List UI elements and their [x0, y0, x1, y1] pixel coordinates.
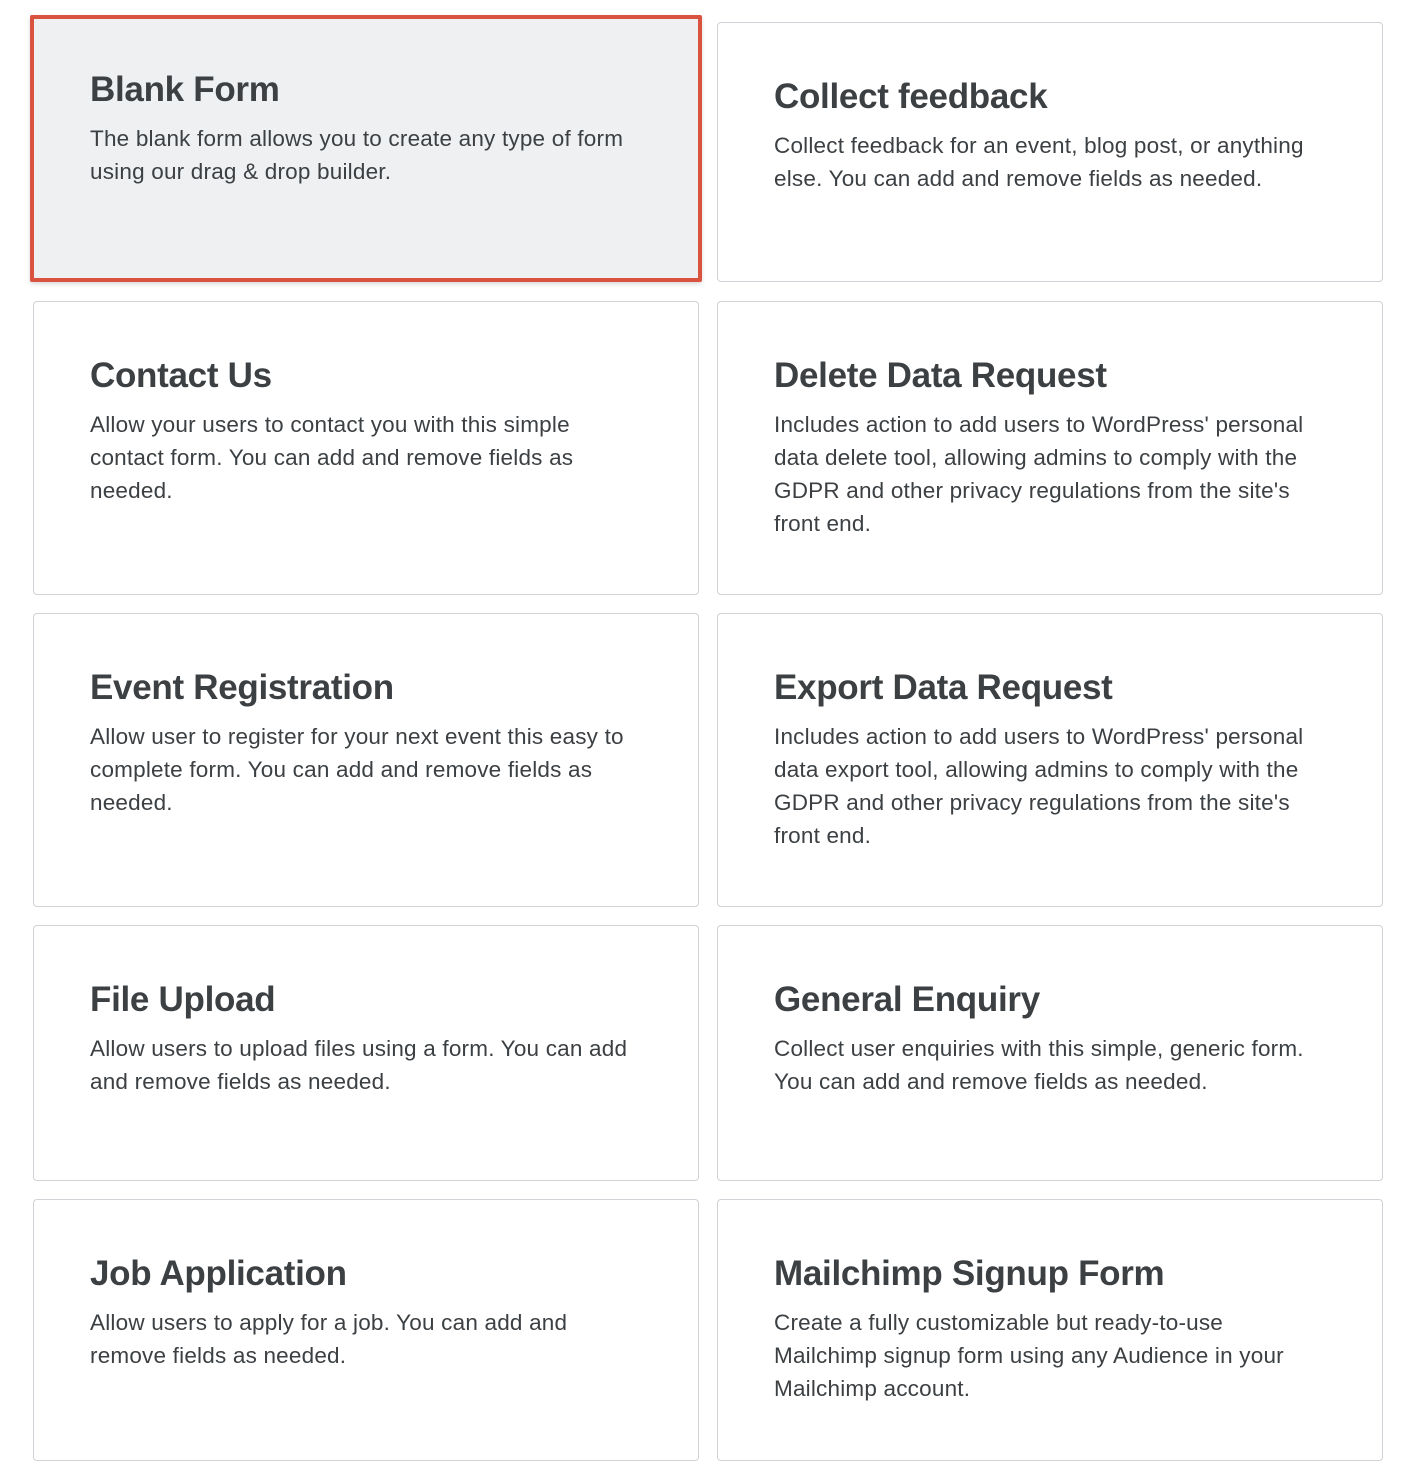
template-description: Create a fully customizable but ready-to-use Mailchimp signup form using any Audience in your Mailchimp account.	[774, 1310, 1284, 1401]
template-description: Includes action to add users to WordPress' personal data export tool, allowing admins to comply with the GDPR and other privacy regulations from the site's front end.	[774, 724, 1304, 848]
template-description: Allow user to register for your next event this easy to complete form. You can add and remove fields as needed.	[90, 724, 624, 815]
template-card-general-enquiry[interactable]	[717, 925, 1383, 1181]
template-title: Event Registration	[90, 668, 394, 707]
template-title: Export Data Request	[774, 668, 1113, 707]
template-card-blank-form[interactable]	[30, 15, 702, 282]
template-description: Collect user enquiries with this simple, generic form. You can add and remove fields as needed.	[774, 1036, 1304, 1094]
template-title: Mailchimp Signup Form	[774, 1254, 1165, 1293]
template-card-export-data-request[interactable]	[717, 613, 1383, 907]
template-title: Collect feedback	[774, 77, 1048, 116]
template-card-contact-us[interactable]	[33, 301, 699, 595]
template-title: File Upload	[90, 980, 276, 1019]
template-description: Allow users to apply for a job. You can add and remove fields as needed.	[90, 1310, 568, 1368]
template-description: The blank form allows you to create any type of form using our drag & drop builder.	[90, 126, 624, 184]
template-title: Blank Form	[90, 70, 280, 109]
template-card-event-registration[interactable]	[33, 613, 699, 907]
template-description: Includes action to add users to WordPress' personal data delete tool, allowing admins to comply with the GDPR and other privacy regulations from the site's front end.	[774, 412, 1304, 536]
template-card-collect-feedback[interactable]	[717, 22, 1383, 282]
template-description: Collect feedback for an event, blog post, or anything else. You can add and remove fields as needed.	[774, 133, 1304, 191]
template-description: Allow your users to contact you with this simple contact form. You can add and remove fields as needed.	[90, 412, 574, 503]
template-description: Allow users to upload files using a form. You can add and remove fields as needed.	[90, 1036, 628, 1094]
template-title: General Enquiry	[774, 980, 1040, 1019]
template-card-job-application[interactable]	[33, 1199, 699, 1461]
template-card-file-upload[interactable]	[33, 925, 699, 1181]
template-title: Job Application	[90, 1254, 347, 1293]
template-title: Delete Data Request	[774, 356, 1107, 395]
template-title: Contact Us	[90, 356, 272, 395]
template-card-mailchimp-signup-form[interactable]	[717, 1199, 1383, 1461]
template-card-delete-data-request[interactable]	[717, 301, 1383, 595]
